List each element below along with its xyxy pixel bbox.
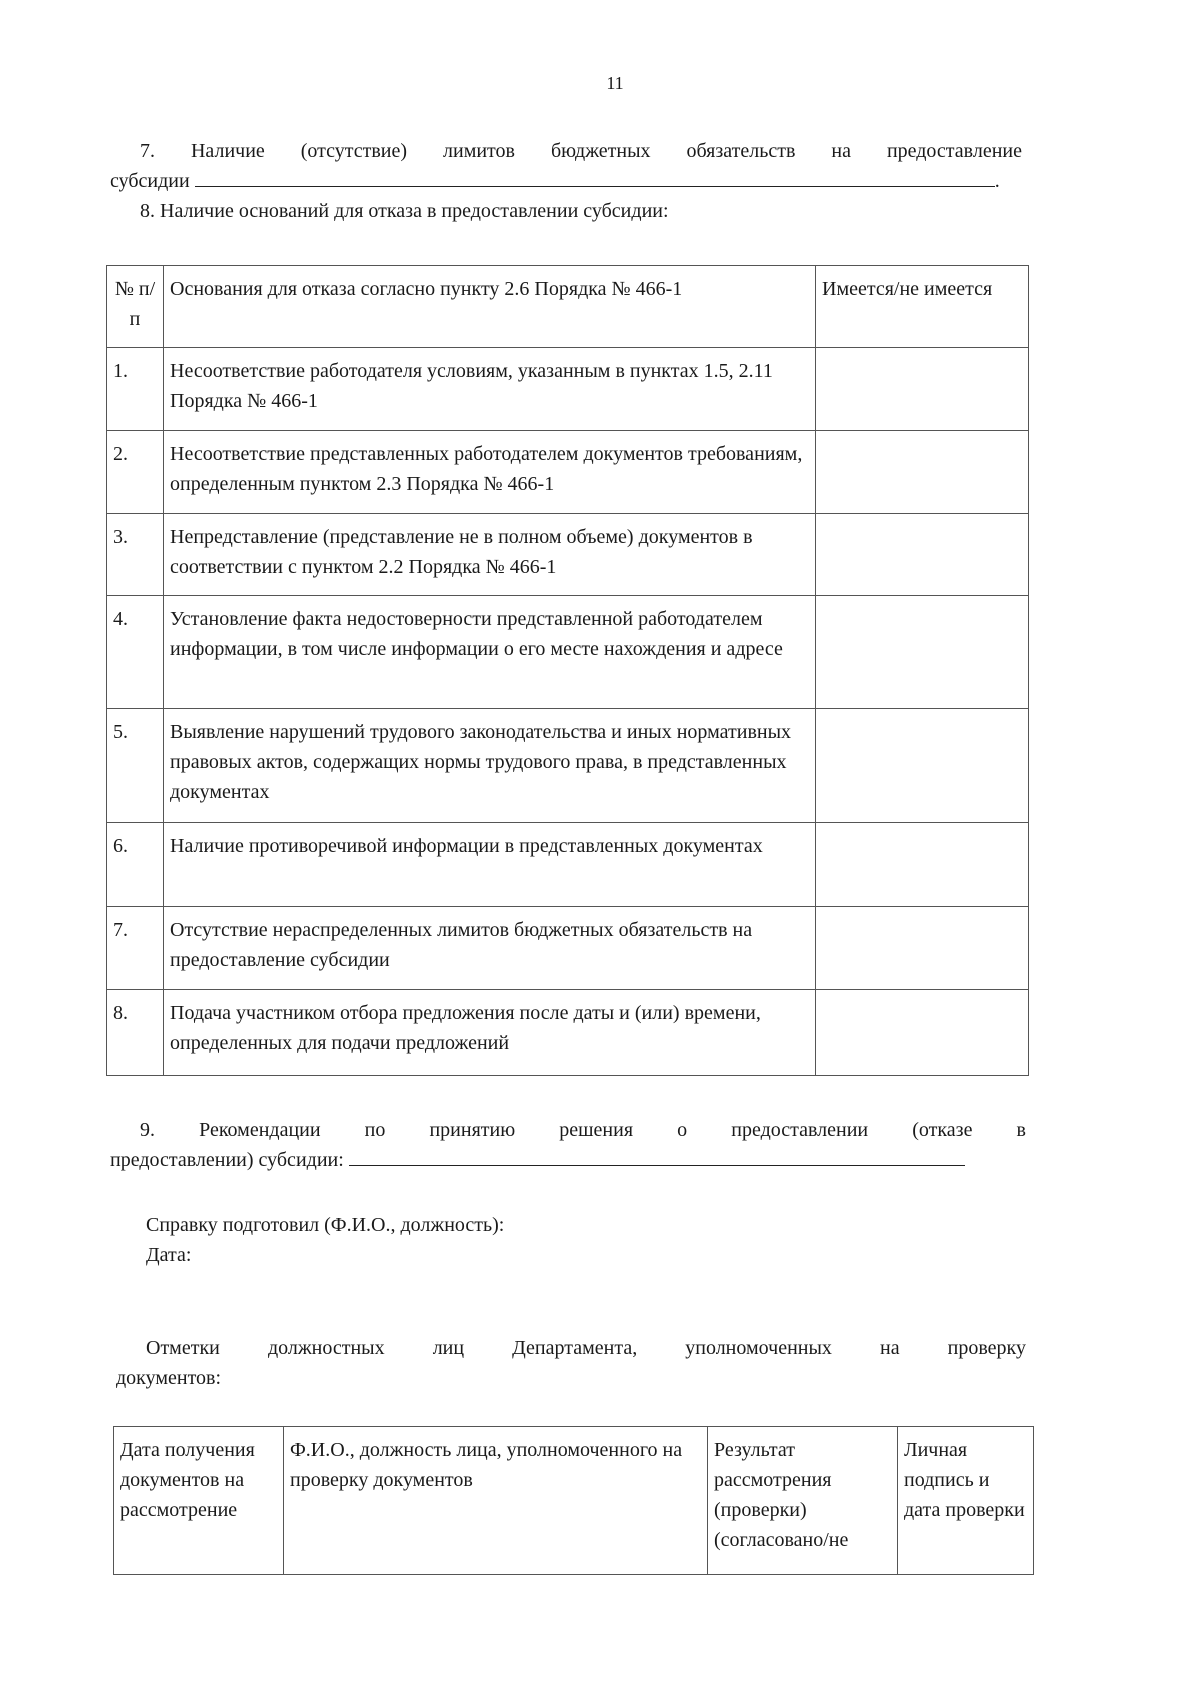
row-presence-cell[interactable]: [816, 709, 1029, 823]
marks-line-2: документов:: [116, 1367, 222, 1389]
table-row: [107, 431, 1029, 514]
row-presence-cell[interactable]: [816, 348, 1029, 431]
table-row: [107, 990, 1029, 1076]
prepared-by-block: [146, 1210, 846, 1270]
header-signature-date: Личная подпись и дата проверки: [898, 1427, 1034, 1575]
row-ground-text: Наличие противоречивой информации в представленных документах: [164, 823, 816, 907]
item-7-limits: [110, 136, 1022, 196]
row-number: 6.: [107, 823, 164, 907]
row-presence-cell[interactable]: [816, 596, 1029, 709]
officials-marks-table: [113, 1426, 1034, 1575]
item-9-label: предоставлении) субсидии:: [110, 1149, 344, 1171]
item-8-text: 8. Наличие оснований для отказа в предоставлении субсидии:: [140, 200, 669, 222]
header-receipt-date: Дата получения документов на рассмотрение: [114, 1427, 284, 1575]
header-presence: Имеется/не имеется: [816, 266, 1029, 348]
row-presence-cell[interactable]: [816, 823, 1029, 907]
item-7-line-2: [110, 166, 1022, 196]
refusal-grounds-table: [106, 265, 1029, 1076]
row-number: 1.: [107, 348, 164, 431]
item-7-line-1: 7. Наличие (отсутствие) лимитов бюджетных обязательств на предоставление: [140, 140, 1022, 162]
date-label: Дата:: [146, 1244, 192, 1266]
table-row: [107, 596, 1029, 709]
row-presence-cell[interactable]: [816, 990, 1029, 1076]
officials-marks-block: [116, 1333, 1026, 1393]
row-ground-text: Несоответствие представленных работодателем документов требованиям, определенным пунктом 2.3 Порядка № 466-1: [164, 431, 816, 514]
row-ground-text: Подача участником отбора предложения после даты и (или) времени, определенных для подачи предложений: [164, 990, 816, 1076]
table-row: [107, 348, 1029, 431]
row-ground-text: Установление факта недостоверности представленной работодателем информации, в том числе информации о его месте нахождения и адресе: [164, 596, 816, 709]
row-number: 5.: [107, 709, 164, 823]
table-row: [107, 514, 1029, 596]
row-number: 8.: [107, 990, 164, 1076]
marks-line-1: Отметки должностных лиц Департамента, уполномоченных на проверку: [146, 1337, 1026, 1359]
item-9-recommendations: [110, 1115, 1026, 1175]
row-number: 3.: [107, 514, 164, 596]
row-presence-cell[interactable]: [816, 431, 1029, 514]
item-8-heading: [110, 196, 1022, 226]
row-number: 4.: [107, 596, 164, 709]
item-7-label: субсидии: [110, 170, 190, 192]
header-grounds: Основания для отказа согласно пункту 2.6 Порядка № 466-1: [164, 266, 816, 348]
table-row: [107, 823, 1029, 907]
row-presence-cell[interactable]: [816, 907, 1029, 990]
item-7-period: .: [994, 170, 1000, 192]
row-ground-text: Несоответствие работодателя условиям, указанным в пунктах 1.5, 2.11 Порядка № 466-1: [164, 348, 816, 431]
header-number: № п/п: [107, 266, 164, 348]
item-9-line-2: [110, 1145, 1026, 1175]
row-number: 7.: [107, 907, 164, 990]
row-presence-cell[interactable]: [816, 514, 1029, 596]
row-number: 2.: [107, 431, 164, 514]
item-7-blank-line: [195, 166, 995, 187]
item-9-line-1: 9. Рекомендации по принятию решения о предоставлении (отказе в: [140, 1119, 1026, 1141]
marks-header-row: [114, 1427, 1034, 1575]
header-review-result: Результат рассмотрения (проверки) (согласовано/не: [708, 1427, 898, 1575]
row-ground-text: Выявление нарушений трудового законодательства и иных нормативных правовых актов, содержащих нормы трудового права, в представленных документах: [164, 709, 816, 823]
row-ground-text: Непредставление (представление не в полном объеме) документов в соответствии с пунктом 2.2 Порядка № 466-1: [164, 514, 816, 596]
page-number: 11: [606, 73, 624, 93]
header-official-name: Ф.И.О., должность лица, уполномоченного на проверку документов: [284, 1427, 708, 1575]
row-ground-text: Отсутствие нераспределенных лимитов бюджетных обязательств на предоставление субсидии: [164, 907, 816, 990]
prepared-by-label: Справку подготовил (Ф.И.О., должность):: [146, 1214, 505, 1236]
table-header-row: [107, 266, 1029, 348]
table-row: [107, 907, 1029, 990]
item-9-blank-line: [349, 1145, 965, 1166]
table-row: [107, 709, 1029, 823]
